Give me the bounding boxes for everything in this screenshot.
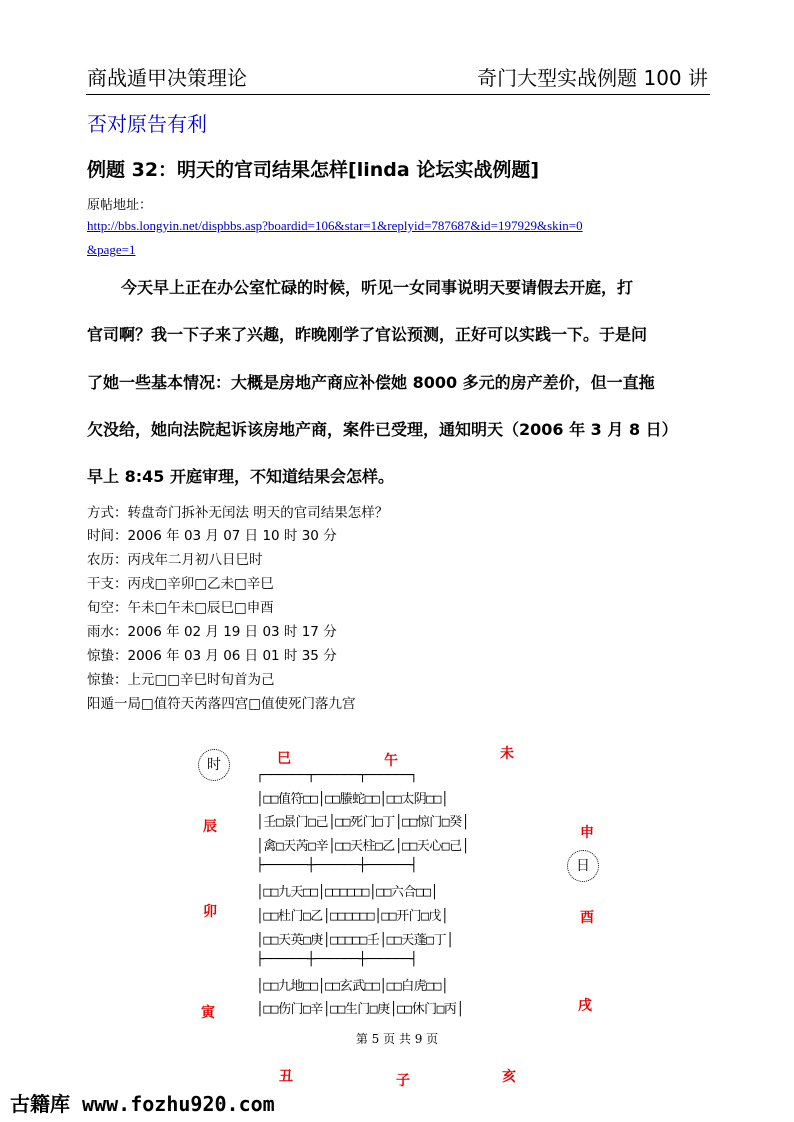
example-title: 例题 32：明天的官司结果怎样[linda 论坛实战例题]	[87, 159, 540, 181]
header-left: 商战遁甲决策理论	[87, 66, 247, 90]
section-title: 否对原告有利	[87, 112, 207, 136]
info-line: 阳遁一局□值符天芮落四宫□值使死门落九宫	[87, 696, 356, 712]
source-url-line2[interactable]: &page=1	[87, 242, 136, 257]
hour-marker: 时	[198, 749, 230, 781]
info-line: 旬空：午未□午未□辰巳□申酉	[87, 600, 274, 616]
branch-mao: 卯	[203, 904, 217, 920]
chart-grid-row: ┌──────┬──────┬──────┐	[256, 768, 418, 783]
day-marker: 日	[567, 850, 599, 882]
branch-zi: 子	[396, 1073, 410, 1089]
chart-grid-row: │□□值符□□│□□螣蛇□□│□□太阴□□│	[256, 792, 449, 807]
chart-grid-row: │□□杜门□乙│□□□□□□│□□开门□戊│	[256, 909, 449, 924]
branch-si: 巳	[277, 751, 291, 767]
chart-grid-row: │□□伤门□辛│□□生门□庚│□□休门□丙│	[256, 1002, 464, 1017]
info-line: 干支：丙戌□辛卯□乙未□辛巳	[87, 576, 274, 592]
info-line: 雨水：2006 年 02 月 19 日 03 时 17 分	[87, 624, 337, 640]
chart-grid-row: │壬□景门□己│□□死门□丁│□□惊门□癸│	[256, 815, 469, 830]
chart-grid-row: │禽□天芮□辛│□□天柱□乙│□□天心□己│	[256, 839, 469, 854]
branch-you: 酉	[580, 910, 594, 926]
chart-grid-row: ├──────┼──────┼──────┤	[256, 952, 418, 967]
chart-grid-row: │□□九天□□│□□□□□□│□□六合□□│	[256, 885, 438, 900]
info-line: 时间：2006 年 03 月 07 日 10 时 30 分	[87, 528, 337, 544]
branch-wu: 午	[384, 753, 398, 769]
chart-grid-row: │□□九地□□│□□玄武□□│□□白虎□□│	[256, 979, 449, 994]
paragraph-line: 欠没给，她向法院起诉该房地产商，案件已受理，通知明天（2006 年 3 月 8 日）	[87, 420, 678, 439]
chart-grid-row: ├──────┼──────┼──────┤	[256, 858, 418, 873]
info-line: 方式：转盘奇门拆补无闰法 明天的官司结果怎样？	[87, 505, 389, 521]
branch-xu: 戌	[578, 998, 592, 1014]
page-footer: 第 5 页 共 9 页	[355, 1032, 439, 1046]
branch-chou: 丑	[279, 1069, 293, 1085]
branch-wei: 未	[500, 746, 514, 762]
header-right: 奇门大型实战例题 100 讲	[477, 66, 708, 90]
watermark: 古籍库 www.fozhu920.com	[10, 1092, 275, 1116]
branch-yin: 寅	[201, 1005, 215, 1021]
branch-shen: 申	[580, 825, 594, 841]
chart-grid-row: │□□天英□庚│□□□□□壬│□□天蓬□丁│	[256, 933, 454, 948]
info-line: 农历：丙戌年二月初八日巳时	[87, 552, 263, 568]
paragraph-line: 今天早上正在办公室忙碌的时候，听见一女同事说明天要请假去开庭，打	[121, 278, 634, 297]
header-divider	[86, 94, 710, 95]
branch-chen: 辰	[203, 819, 217, 835]
paragraph-line: 官司啊？我一下子来了兴趣，昨晚刚学了官讼预测，正好可以实践一下。于是问	[87, 325, 648, 344]
branch-hai: 亥	[502, 1069, 516, 1085]
paragraph-line: 了她一些基本情况：大概是房地产商应补偿她 8000 多元的房产差价，但一直拖	[87, 373, 655, 392]
info-line: 惊蛰：上元□□辛巳时旬首为己	[87, 672, 275, 688]
source-label: 原帖地址：	[87, 198, 153, 213]
info-line: 惊蛰：2006 年 03 月 06 日 01 时 35 分	[87, 648, 337, 664]
source-url-line1[interactable]: http://bbs.longyin.net/dispbbs.asp?boardid=106&star=1&replyid=787687&id=197929&skin=0	[87, 218, 583, 233]
paragraph-line: 早上 8:45 开庭审理，不知道结果会怎样。	[87, 467, 394, 486]
